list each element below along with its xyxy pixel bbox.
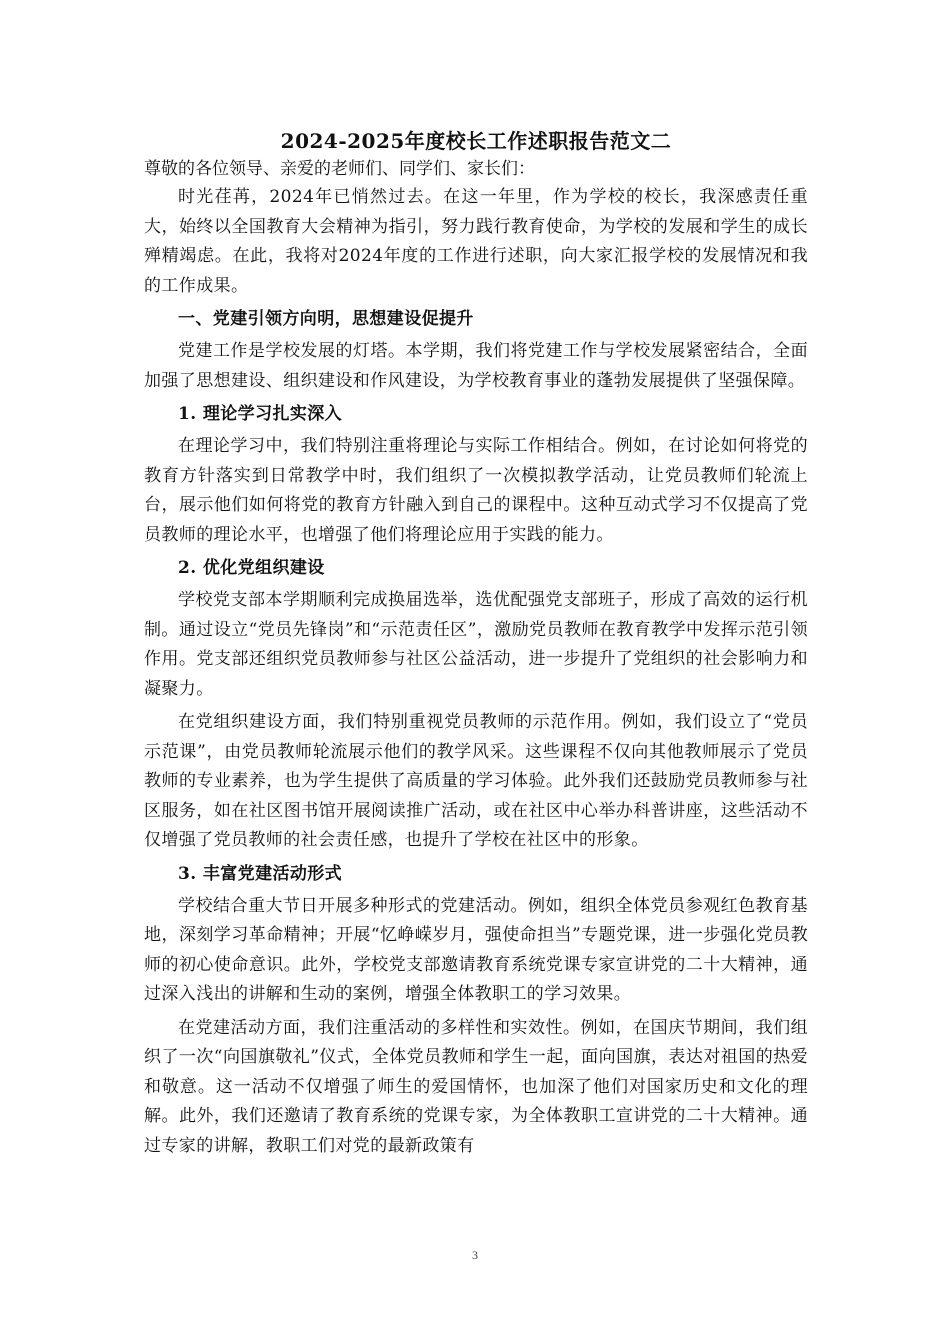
- document-body: [144, 126, 808, 1165]
- section-heading-1: 一、党建引领方向明，思想建设促提升: [178, 309, 474, 329]
- subsection-heading-2: 2. 优化党组织建设: [178, 558, 325, 578]
- subsection-3-paragraph-2: 在党建活动方面，我们注重活动的多样性和实效性。例如，在国庆节期间，我们组织了一次“向国旗敬礼”仪式，全体党员教师和学生一起，面向国旗，表达对祖国的热爱和敬意。这一活动不仅增强了师生的爱国情怀，也加深了他们对国家历史和文化的理解。此外，我们还邀请了教育系统的党课专家，为全体教职工宣讲党的二十大精神。通过专家的讲解，教职工们对党的最新政策有: [144, 1017, 808, 1156]
- page-number: 3: [472, 1248, 478, 1262]
- page-title: 2024-2025年度校长工作述职报告范文二: [280, 129, 672, 153]
- intro-paragraph: 时光荏苒，2024年已悄然过去。在这一年里，作为学校的校长，我深感责任重大，始终以全国教育大会精神为指引，努力践行教育使命，为学校的发展和学生的成长殚精竭虑。在此，我将对2024年度的工作进行述职，向大家汇报学校的发展情况和我的工作成果。: [144, 187, 808, 296]
- subsection-heading-3: 3. 丰富党建活动形式: [178, 863, 343, 884]
- subsection-2-paragraph-2: 在党组织建设方面，我们特别重视党员教师的示范作用。例如，我们设立了“党员示范课”，由党员教师轮流展示他们的教学风采。这些课程不仅向其他教师展示了党员教师的专业素养，也为学生提供了高质量的学习体验。此外我们还鼓励党员教师参与社区服务，如在社区图书馆开展阅读推广活动，或在社区中心举办科普讲座，这些活动不仅增强了党员教师的社会责任感，也提升了学校在社区中的形象。: [144, 712, 808, 850]
- subsection-1-paragraph: 在理论学习中，我们特别注重将理论与实际工作相结合。例如，在讨论如何将党的教育方针落实到日常教学中时，我们组织了一次模拟教学活动，让党员教师们轮流上台，展示他们如何将党的教育方针融入到自己的课程中。这种互动式学习不仅提高了党员教师的理论水平，也增强了他们将理论应用于实践的能力。: [144, 436, 808, 545]
- section-1-paragraph: 党建工作是学校发展的灯塔。本学期，我们将党建工作与学校发展紧密结合，全面加强了思想建设、组织建设和作风建设，为学校教育事业的蓬勃发展提供了坚强保障。: [144, 341, 808, 391]
- salutation: 尊敬的各位领导、亲爱的老师们、同学们、家长们：: [144, 159, 535, 179]
- subsection-heading-1: 1. 理论学习扎实深入: [178, 404, 343, 424]
- subsection-2-paragraph-1: 学校党支部本学期顺利完成换届选举，选优配强党支部班子，形成了高效的运行机制。通过设立“党员先锋岗”和“示范责任区”，激励党员教师在教育教学中发挥示范引领作用。党支部还组织党员教师参与社区公益活动，进一步提升了党组织的社会影响力和凝聚力。: [144, 590, 808, 699]
- subsection-3-paragraph-1: 学校结合重大节日开展多种形式的党建活动。例如，组织全体党员参观红色教育基地，深刻学习革命精神；开展“忆峥嵘岁月，强使命担当”专题党课，进一步强化党员教师的初心使命意识。此外，学校党支部邀请教育系统党课专家宣讲党的二十大精神，通过深入浅出的讲解和生动的案例，增强全体教职工的学习效果。: [144, 895, 808, 1004]
